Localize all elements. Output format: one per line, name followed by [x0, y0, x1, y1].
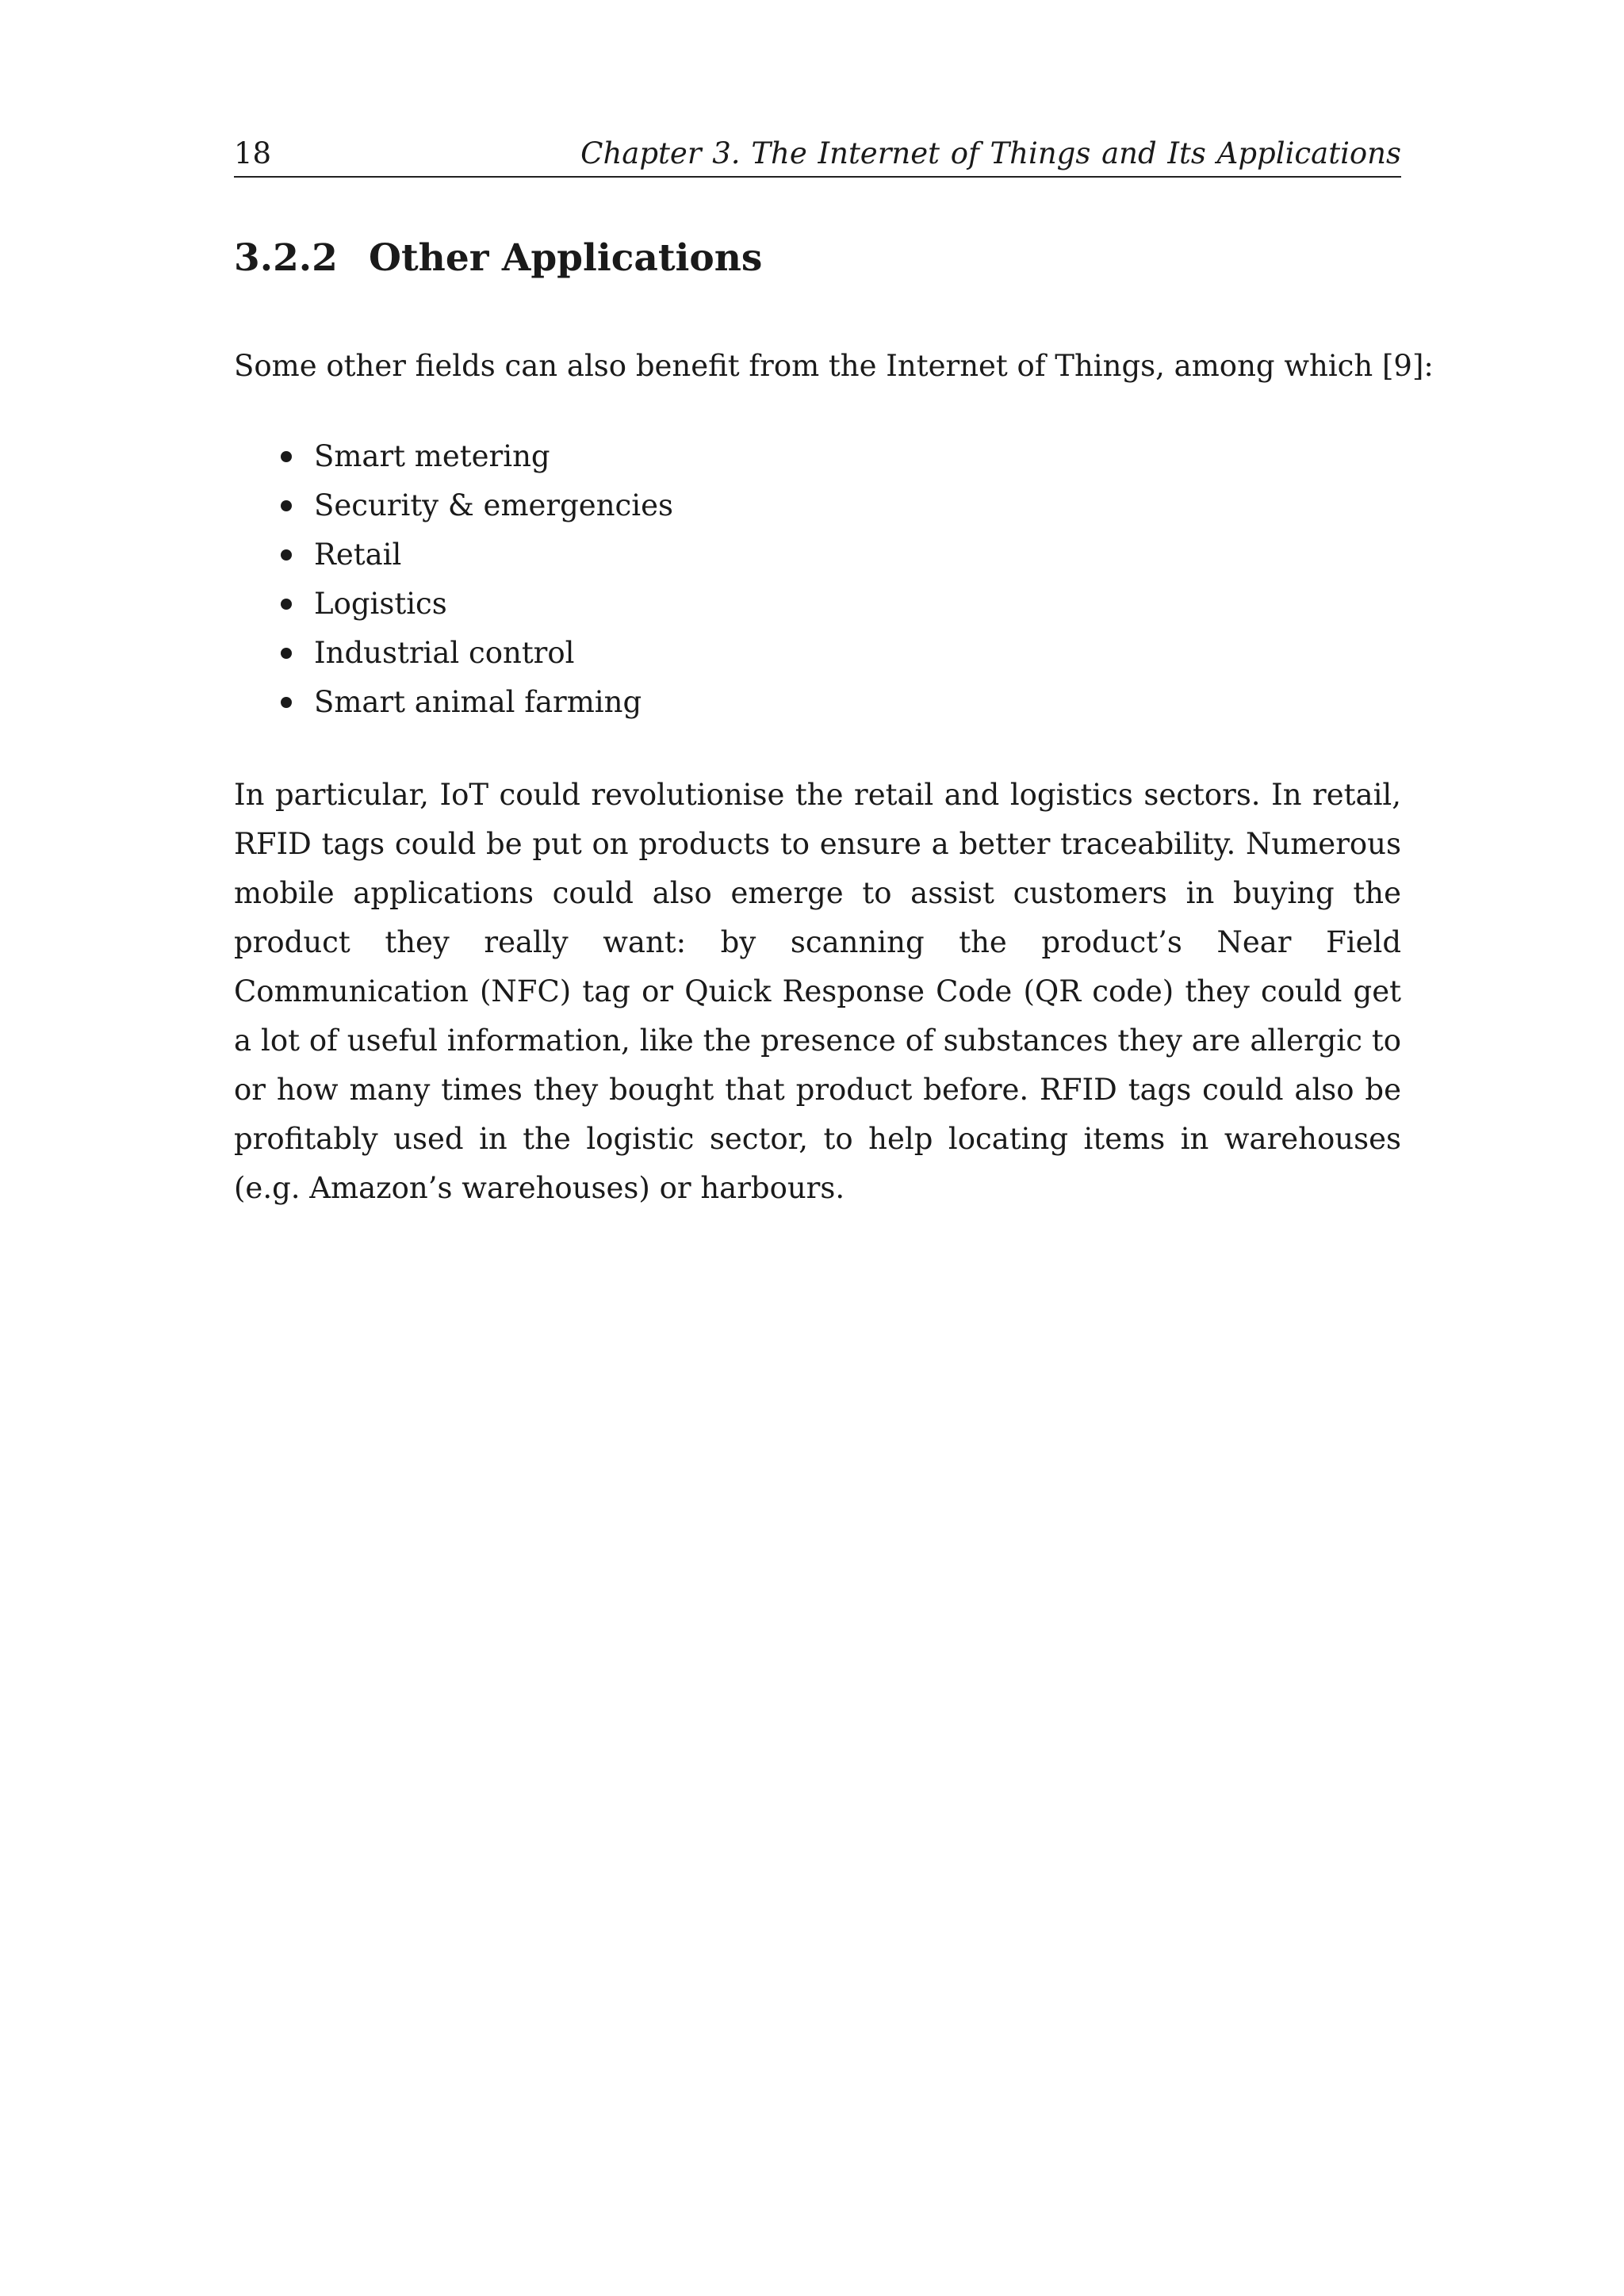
list-item-text: Logistics	[314, 587, 447, 621]
list-item	[279, 432, 673, 481]
bullet-icon	[281, 549, 292, 561]
bullet-icon	[281, 697, 292, 708]
applications-list	[279, 432, 673, 727]
chapter-title: Chapter 3. The Internet of Things and Its Applications	[580, 136, 1401, 170]
body-paragraph: In particular, IoT could revolutionise the retail and logistics sectors. In retail, RFID tags could be put on products to ensure a better traceability. Numerous mobile applications could also emerge to assist customers in buying the product they really want: by scanning the product’s Near Field Communication (NFC) tag or Quick Response Code (QR code) they could get a lot of useful information, like the presence of substances they are allergic to or how many times they bought that product before. RFID tags could also be profitably used in the logistic sector, to help locating items in warehouses (e.g. Amazon’s warehouses) or harbours.	[234, 778, 1401, 1205]
running-header	[234, 135, 1401, 178]
list-item-text: Industrial control	[314, 636, 575, 670]
intro-paragraph: Some other fields can also benefit from the Internet of Things, among which [9]:	[234, 349, 1434, 383]
page-number: 18	[234, 136, 272, 170]
bullet-icon	[281, 500, 292, 511]
bullet-icon	[281, 451, 292, 462]
list-item-text: Retail	[314, 538, 402, 572]
list-item-text: Smart animal farming	[314, 685, 642, 719]
list-item-text: Smart metering	[314, 439, 550, 473]
list-item	[279, 580, 673, 629]
list-item	[279, 678, 673, 727]
list-item	[279, 530, 673, 580]
bullet-icon	[281, 599, 292, 610]
section-number: 3.2.2	[234, 236, 338, 280]
bullet-icon	[281, 648, 292, 659]
section-heading	[234, 235, 762, 282]
list-item	[279, 481, 673, 530]
section-title: Other Applications	[369, 236, 763, 280]
list-item	[279, 629, 673, 678]
list-item-text: Security & emergencies	[314, 488, 673, 522]
